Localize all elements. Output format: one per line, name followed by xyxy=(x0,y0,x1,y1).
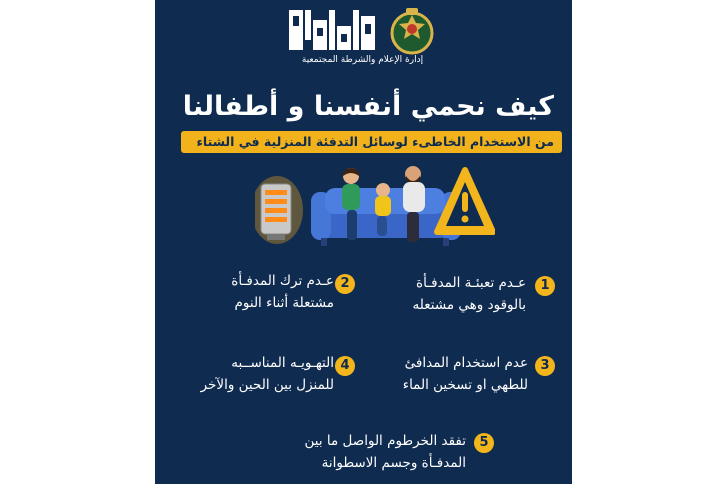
tip-4-line1: التهـويـه المناســبه xyxy=(231,355,334,371)
tip-5-text xyxy=(305,430,467,474)
tip-1-text xyxy=(413,272,526,316)
tip-3-text xyxy=(403,352,528,396)
tip-1-line1: عـدم تعبئـة المدفـأة xyxy=(416,275,526,291)
subtitle-band xyxy=(181,131,562,153)
tip-3-line2: للطهي او تسخين الماء xyxy=(402,377,528,393)
police-emblem-icon xyxy=(387,6,437,56)
tip-3-line1: عدم استخدام المدافئ xyxy=(404,355,528,371)
tip-2-line1: عـدم ترك المدفـأة xyxy=(231,273,334,289)
tip-2-line2: مشتعلة أثناء النوم xyxy=(234,295,334,311)
tip-4-number: 4 xyxy=(335,356,355,376)
tip-1-number: 1 xyxy=(535,276,555,296)
tip-4-text xyxy=(201,352,334,396)
department-name: إدارة الإعلام والشرطة المجتمعية xyxy=(301,55,424,65)
electric-heater-icon xyxy=(255,176,303,244)
family-people xyxy=(342,166,425,242)
awareness-poster xyxy=(155,0,572,484)
family-heater-illustration xyxy=(255,162,495,260)
tip-4-line2: للمنزل بين الحين والآخر xyxy=(200,377,334,393)
tip-2-text xyxy=(231,270,334,314)
tip-5-line1: تفقد الخرطوم الواصل ما بين xyxy=(304,433,466,449)
poster-title: كيف نحمي أنفسنا و أطفالنا xyxy=(182,91,554,122)
tip-5-line2: المدفـأة وجسم الاسطوانة xyxy=(321,455,466,471)
media-logo-mark xyxy=(287,6,379,54)
header-logo xyxy=(275,6,450,68)
tip-1-line2: بالوقود وهي مشتعله xyxy=(412,297,526,313)
poster-subtitle: من الاستخدام الخاطىء لوسائل التدفئة المنزلية في الشتاء xyxy=(196,134,554,149)
tip-2-number: 2 xyxy=(335,274,355,294)
tip-5-number: 5 xyxy=(474,433,494,453)
tip-3-number: 3 xyxy=(535,356,555,376)
